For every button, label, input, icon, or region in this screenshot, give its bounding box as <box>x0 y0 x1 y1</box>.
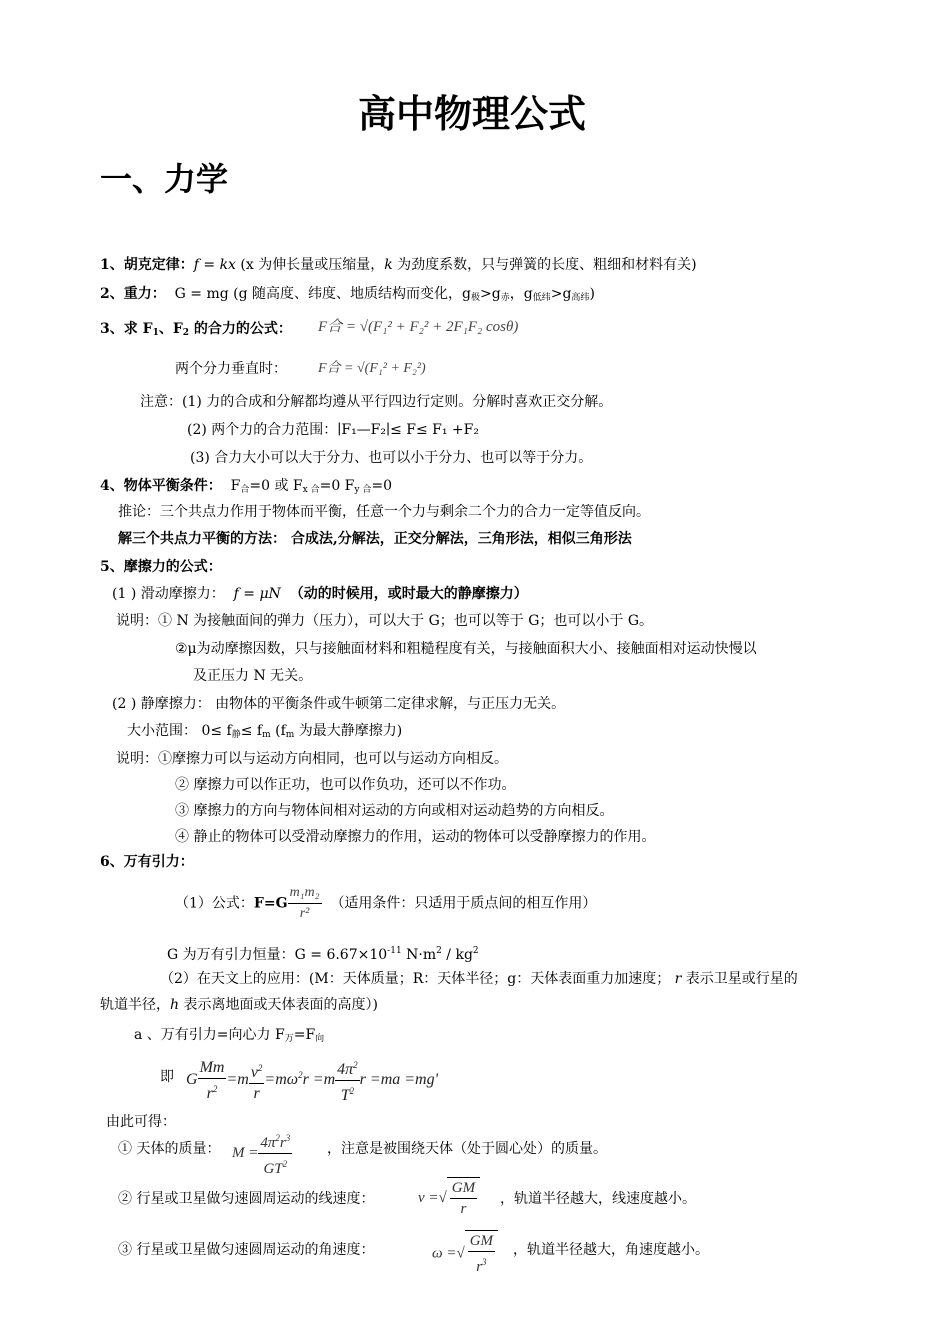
hooke-note-k: k <box>384 257 393 273</box>
gravitation-fraction <box>288 883 322 924</box>
range-sub2: m <box>262 730 271 740</box>
note-1: 注意：(1) 力的合成和分解都均遵从平行四边行定则。分解时喜欢正交分解。 <box>140 394 613 410</box>
friction-exp-2a: ②μ为动摩擦因数，只与接触面材料和粗糙程度有关，与接触面积大小、接触面相对运动快慢以 <box>175 641 757 657</box>
constant-exp: -11 <box>387 946 402 956</box>
range-b: ≤ f <box>240 723 263 739</box>
sliding-friction-line <box>112 585 528 603</box>
app-b: 表示卫星或行星的 <box>681 971 798 987</box>
ji-label: 即 <box>160 1069 174 1085</box>
gravitational-constant <box>167 942 479 964</box>
gravitation-denominator: r² <box>288 903 322 924</box>
hooke-note-post: 为劲度系数，只与弹簧的长度、粗细和材料有关) <box>392 257 697 273</box>
gravity-text-b: >g <box>480 286 501 302</box>
a-label: a 、万有引力=向心力 F <box>134 1027 285 1043</box>
range-a: 大小范围： 0≤ f <box>127 723 232 739</box>
range-sub3: m <box>285 730 295 740</box>
resultant-label-sub2: 2 <box>182 328 190 338</box>
constant-a: G 为万有引力恒量：G = 6.67×10 <box>167 947 388 963</box>
friction-exp-2b: 及正压力 N 无关。 <box>193 668 313 684</box>
static-friction-line: (2 ) 静摩擦力： 由物体的平衡条件或牛顿第二定律求解，与正压力无关。 <box>112 696 566 712</box>
gravity-centripetal-line <box>134 1026 324 1048</box>
gravity-text-d: >g <box>550 286 572 302</box>
app-h: h <box>170 997 180 1013</box>
hooke-law-label: 1、胡克定律： <box>100 257 194 273</box>
gravitation-formula-note: （适用条件：只适用于质点间的相互作用） <box>330 895 597 912</box>
gravity-text-a: G = mg (g 随高度、纬度、地质结构而变化，g <box>174 286 471 302</box>
astronomy-application-line1 <box>160 970 798 988</box>
resultant-force-formula: F合 = √(F₁² + F₂² + 2F₁F₂ cosθ) <box>318 319 519 335</box>
gravity-sub-equator: 赤 <box>500 293 510 303</box>
eq-frac-t: $\frac{4\pi^2}{T^2}$ <box>337 1060 358 1104</box>
perpendicular-formula: F合 = √(F₁² + F₂²) <box>318 361 426 376</box>
constant-exp3: 2 <box>472 946 479 956</box>
gravity-sub-pole: 极 <box>471 293 481 303</box>
gravity-text-e: ) <box>589 286 595 302</box>
equilibrium-methods: 解三个共点力平衡的方法： 合成法,分解法，正交分解法，三角形法，相似三角形法 <box>118 531 632 547</box>
app-line2-a: 轨道半径， <box>100 997 170 1013</box>
gravity-line <box>100 285 595 307</box>
constant-exp2: 2 <box>436 946 442 956</box>
page-title: 高中物理公式 <box>358 92 587 136</box>
resultant-force-label <box>100 320 292 342</box>
eq-frac-v: $\frac{v^2}{r}$ <box>250 1062 263 1102</box>
eq-cond-b: =0 或 F <box>249 478 303 494</box>
hence-label: 由此可得： <box>106 1114 176 1130</box>
gravity-label: 2、重力： <box>100 286 166 302</box>
sliding-friction-note: （动的时候用，或时最大的静摩擦力） <box>289 586 528 602</box>
resultant-label-c: 的合力的公式： <box>189 321 292 337</box>
result-2-note: ，轨道半径越大，线速度越小。 <box>500 1191 696 1207</box>
gravity-sub-high-lat: 高纬 <box>571 293 590 303</box>
range-d: 为最大静摩擦力) <box>294 723 403 739</box>
velocity-formula: v =√ $\frac{GM}{r}$ <box>418 1177 480 1219</box>
sliding-friction-label: (1 ) 滑动摩擦力： <box>112 586 225 602</box>
hooke-law-line <box>100 256 697 274</box>
equilibrium-line <box>100 477 392 499</box>
gravitation-label: 6、万有引力： <box>100 854 194 870</box>
eq-cond-c: =0 F <box>319 478 355 494</box>
mass-formula: M = $\frac{4\pi^2r^3}{GT^2}$ <box>232 1128 292 1179</box>
eq-cond-sub3: y 合 <box>354 485 372 495</box>
static-exp-2: ② 摩擦力可以作正功，也可以作负功，还可以不作功。 <box>175 777 516 793</box>
note-3: (3) 合力大小可以大于分力、也可以小于分力、也可以等于分力。 <box>190 450 593 466</box>
a-sub2: 向 <box>315 1034 325 1044</box>
range-sub1: 静 <box>231 730 241 740</box>
static-exp-3: ③ 摩擦力的方向与物体间相对运动的方向或相对运动趋势的方向相反。 <box>175 803 614 819</box>
resultant-label-b: 、F <box>158 321 183 337</box>
a-sub1: 万 <box>284 1034 294 1044</box>
eq-frac-mm: $\frac{Mm}{r^2}$ <box>199 1058 225 1102</box>
static-exp-1: 说明：①摩擦力可以与运动方向相同，也可以与运动方向相反。 <box>116 751 508 767</box>
result-3-note: ，轨道半径越大，角速度越小。 <box>513 1242 709 1258</box>
equilibrium-label: 4、物体平衡条件： <box>100 478 222 494</box>
friction-exp-1: 说明：① N 为接触面间的弹力（压力），可以大于 G；也可以等于 G；也可以小于 G。 <box>116 613 654 629</box>
angular-sqrt: $\frac{GM}{r^3}$ <box>465 1230 498 1277</box>
app-line2-b: 表示离地面或天体表面的高度）) <box>179 997 378 1013</box>
static-exp-4: ④ 静止的物体可以受滑动摩擦力的作用，运动的物体可以受静摩擦力的作用。 <box>175 829 656 845</box>
range-c: (f <box>270 723 286 739</box>
perpendicular-label: 两个分力垂直时： <box>175 361 287 377</box>
a-mid: =F <box>293 1027 316 1043</box>
static-friction-range <box>127 722 402 744</box>
eq-cond-a: F <box>230 478 241 494</box>
gravitation-formula-lhs: F=G <box>253 895 288 912</box>
gravitation-formula-label: （1）公式： <box>175 895 254 912</box>
eq-cond-sub2: x 合 <box>302 485 320 495</box>
gravity-sub-low-lat: 低纬 <box>532 293 551 303</box>
gravitation-formula-line <box>175 883 596 924</box>
angular-velocity-formula: ω =√ $\frac{GM}{r^3}$ <box>432 1230 498 1277</box>
hooke-law-formula: f = kx <box>193 257 236 273</box>
gravity-text-c: ，g <box>509 286 533 302</box>
hooke-note-pre: (x 为伸长量或压缩量， <box>235 257 385 273</box>
app-a: （2）在天文上的应用：(M：天体质量；R：天体半径；g：天体表面重力加速度； <box>160 971 675 987</box>
result-1-label: ① 天体的质量： <box>118 1141 221 1157</box>
gravitation-numerator: m₁m₂ <box>289 885 320 900</box>
mass-fraction: $\frac{4\pi^2r^3}{GT^2}$ <box>260 1133 291 1177</box>
result-3-label: ③ 行星或卫星做匀速圆周运动的角速度： <box>118 1242 375 1258</box>
astronomy-application-line2 <box>100 996 378 1014</box>
result-1-note: ，注意是被围绕天体（处于圆心处）的质量。 <box>327 1141 607 1157</box>
constant-c: / kg <box>441 947 473 963</box>
resultant-label-sub1: 1 <box>152 328 159 338</box>
app-r: r <box>674 971 682 987</box>
resultant-label-a: 3、求 F <box>100 321 153 337</box>
result-2-label: ② 行星或卫星做匀速圆周运动的线速度： <box>118 1191 375 1207</box>
velocity-sqrt: $\frac{GM}{r}$ <box>447 1177 480 1219</box>
constant-b: N·m <box>401 947 437 963</box>
sliding-friction-formula: f = μN <box>233 586 281 602</box>
eq-cond-sub1: 合 <box>240 485 250 495</box>
section-heading-mechanics: 一、力学 <box>100 160 229 198</box>
note-2: (2) 两个力的合力范围：∣F₁—F₂∣≤ F≤ F₁ +F₂ <box>187 422 479 438</box>
centripetal-equation: G $\frac{Mm}{r^2}$ =m $\frac{v^2}{r}$ $=m\omega^2r =m$ $\frac{4\pi^2}{T^2}$ r =ma =mg' <box>186 1055 438 1106</box>
equilibrium-corollary: 推论：三个共点力作用于物体而平衡，任意一个力与剩余二个力的合力一定等值反向。 <box>118 504 650 520</box>
friction-label: 5、摩擦力的公式： <box>100 559 222 575</box>
eq-cond-d: =0 <box>371 478 392 494</box>
